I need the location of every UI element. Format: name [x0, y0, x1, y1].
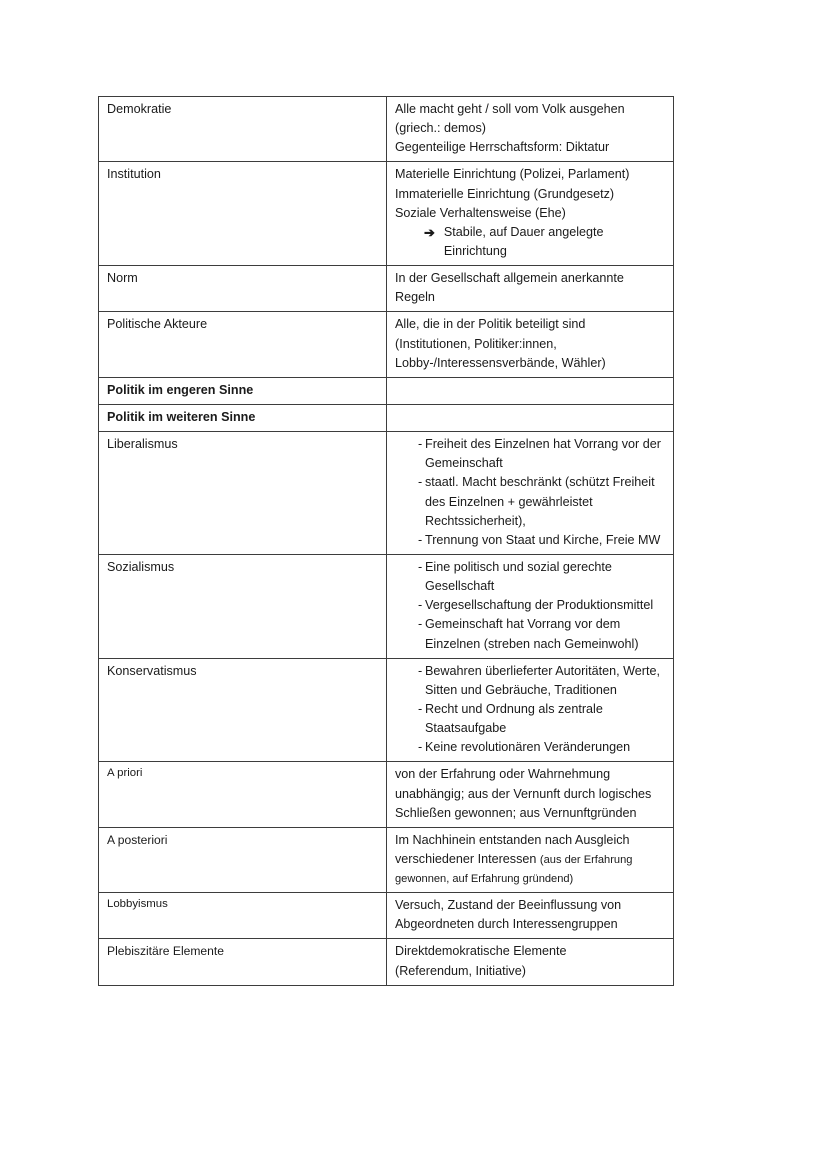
term-cell	[99, 377, 387, 404]
table-row	[99, 377, 674, 404]
term-cell	[99, 893, 387, 939]
empty-definition	[395, 408, 666, 427]
term-label: Politische Akteure	[107, 317, 208, 332]
definition-cell	[387, 377, 674, 404]
dash-bullet-icon: -	[418, 617, 423, 632]
arrow-sub-item	[395, 223, 666, 261]
dash-bullet-icon: -	[418, 475, 423, 490]
term-cell	[99, 312, 387, 377]
definition-cell	[387, 432, 674, 555]
dash-bullet-icon: -	[418, 663, 423, 678]
definition-cell	[387, 893, 674, 939]
term-label: Demokratie	[107, 102, 172, 116]
table-row	[99, 554, 674, 658]
term-label: Institution	[107, 167, 161, 182]
definition-line: Alle, die in der Politik beteiligt sind	[395, 317, 586, 332]
glossary-table	[98, 96, 674, 986]
definition-cell	[387, 162, 674, 266]
term-cell	[99, 939, 387, 985]
table-row	[99, 162, 674, 266]
definition-bullet-list	[395, 435, 666, 550]
list-item	[395, 615, 666, 653]
term-cell	[99, 266, 387, 312]
term-label: Plebiszitäre Elemente	[107, 944, 224, 959]
table-row	[99, 404, 674, 431]
dash-bullet-icon: -	[418, 701, 423, 716]
definition-cell	[387, 97, 674, 162]
definition-lead-text: Im Nachhinein entstanden nach Ausgleich verschiedener Interessen	[395, 832, 630, 866]
list-item	[395, 531, 666, 550]
definition-line: Immaterielle Einrichtung (Grundgesetz)	[395, 186, 615, 201]
definition-line: Direktdemokratische Elemente	[395, 944, 567, 959]
term-cell	[99, 432, 387, 555]
term-label: A posteriori	[107, 832, 168, 847]
right-arrow-icon: ➔	[424, 224, 435, 240]
term-label: Konservatismus	[107, 663, 197, 678]
table-row	[99, 827, 674, 892]
term-cell	[99, 658, 387, 762]
list-item	[395, 435, 666, 473]
term-label: Sozialismus	[107, 559, 175, 574]
definition-bullet-list	[395, 558, 666, 654]
list-item-text: Keine revolutionären Veränderungen	[425, 740, 631, 755]
definition-line: Alle macht geht / soll vom Volk ausgehen	[395, 102, 625, 116]
list-item	[395, 738, 666, 757]
definition-paragraph	[395, 831, 666, 888]
dash-bullet-icon: -	[418, 740, 423, 755]
list-item-text: Bewahren überlieferter Autoritäten, Werte, Sitten und Gebräuche, Traditionen	[425, 663, 660, 697]
list-item-text: Freiheit des Einzelnen hat Vorrang vor der Gemeinschaft	[425, 437, 661, 471]
table-row	[99, 266, 674, 312]
dash-bullet-icon: -	[418, 437, 423, 452]
list-item	[395, 558, 666, 596]
term-label: A priori	[107, 767, 143, 780]
definition-cell	[387, 827, 674, 892]
list-item	[395, 662, 666, 700]
table-row	[99, 432, 674, 555]
term-cell	[99, 762, 387, 827]
definition-cell	[387, 312, 674, 377]
definition-cell	[387, 939, 674, 985]
definition-line: von der Erfahrung oder Wahrnehmung unabhängig; aus der Vernunft durch logisches Schließen gewonnen; aus Vernunftgründen	[395, 767, 652, 820]
definition-line: (griech.: demos)	[395, 121, 486, 136]
list-item	[395, 700, 666, 738]
list-item-text: Eine politisch und sozial gerechte Gesellschaft	[425, 559, 612, 594]
term-label: Politik im weiteren Sinne	[107, 409, 256, 424]
term-cell	[99, 554, 387, 658]
definition-line: Versuch, Zustand der Beeinflussung von Abgeordneten durch Interessengruppen	[395, 898, 622, 932]
term-label: Liberalismus	[107, 437, 178, 452]
term-label: Norm	[107, 271, 138, 286]
table-row	[99, 762, 674, 827]
list-item-text: staatl. Macht beschränkt (schützt Freiheit des Einzelnen + gewährleistet Rechtssicherheit),	[425, 475, 655, 528]
dash-bullet-icon: -	[418, 559, 423, 574]
list-item-text: Vergesellschaftung der Produktionsmittel	[425, 598, 654, 613]
empty-definition	[395, 381, 666, 400]
dash-bullet-icon: -	[418, 532, 423, 547]
definition-line: In der Gesellschaft allgemein anerkannte Regeln	[395, 271, 624, 305]
definition-cell	[387, 658, 674, 762]
definition-line: Soziale Verhaltensweise (Ehe)	[395, 205, 566, 220]
definition-cell	[387, 266, 674, 312]
term-cell	[99, 97, 387, 162]
table-row	[99, 658, 674, 762]
arrow-sub-item-text: Stabile, auf Dauer angelegte Einrichtung	[443, 224, 604, 258]
table-row	[99, 97, 674, 162]
list-item-text: Trennung von Staat und Kirche, Freie MW	[425, 532, 661, 547]
term-label: Lobbyismus	[107, 898, 168, 911]
definition-bullet-list	[395, 662, 666, 758]
definition-line: Gegenteilige Herrschaftsform: Diktatur	[395, 140, 610, 155]
definition-cell	[387, 404, 674, 431]
list-item	[395, 473, 666, 530]
definition-line: Materielle Einrichtung (Polizei, Parlament)	[395, 167, 630, 182]
term-cell	[99, 404, 387, 431]
term-cell	[99, 162, 387, 266]
table-row	[99, 893, 674, 939]
definition-line: (Institutionen, Politiker:innen, Lobby-/Interessensverbände, Wähler)	[395, 336, 606, 370]
term-cell	[99, 827, 387, 892]
table-row	[99, 312, 674, 377]
definition-line: (Referendum, Initiative)	[395, 963, 526, 978]
definition-cell	[387, 762, 674, 827]
list-item-text: Gemeinschaft hat Vorrang vor dem Einzelnen (streben nach Gemeinwohl)	[425, 617, 639, 651]
term-label: Politik im engeren Sinne	[107, 382, 254, 397]
definition-cell	[387, 554, 674, 658]
list-item	[395, 596, 666, 615]
definition-note-text: (aus der Erfahrung gewonnen, auf Erfahrung gründend)	[395, 853, 633, 886]
glossary-table-body	[99, 97, 674, 986]
table-row	[99, 939, 674, 985]
list-item-text: Recht und Ordnung als zentrale Staatsaufgabe	[425, 701, 603, 736]
dash-bullet-icon: -	[418, 598, 423, 613]
